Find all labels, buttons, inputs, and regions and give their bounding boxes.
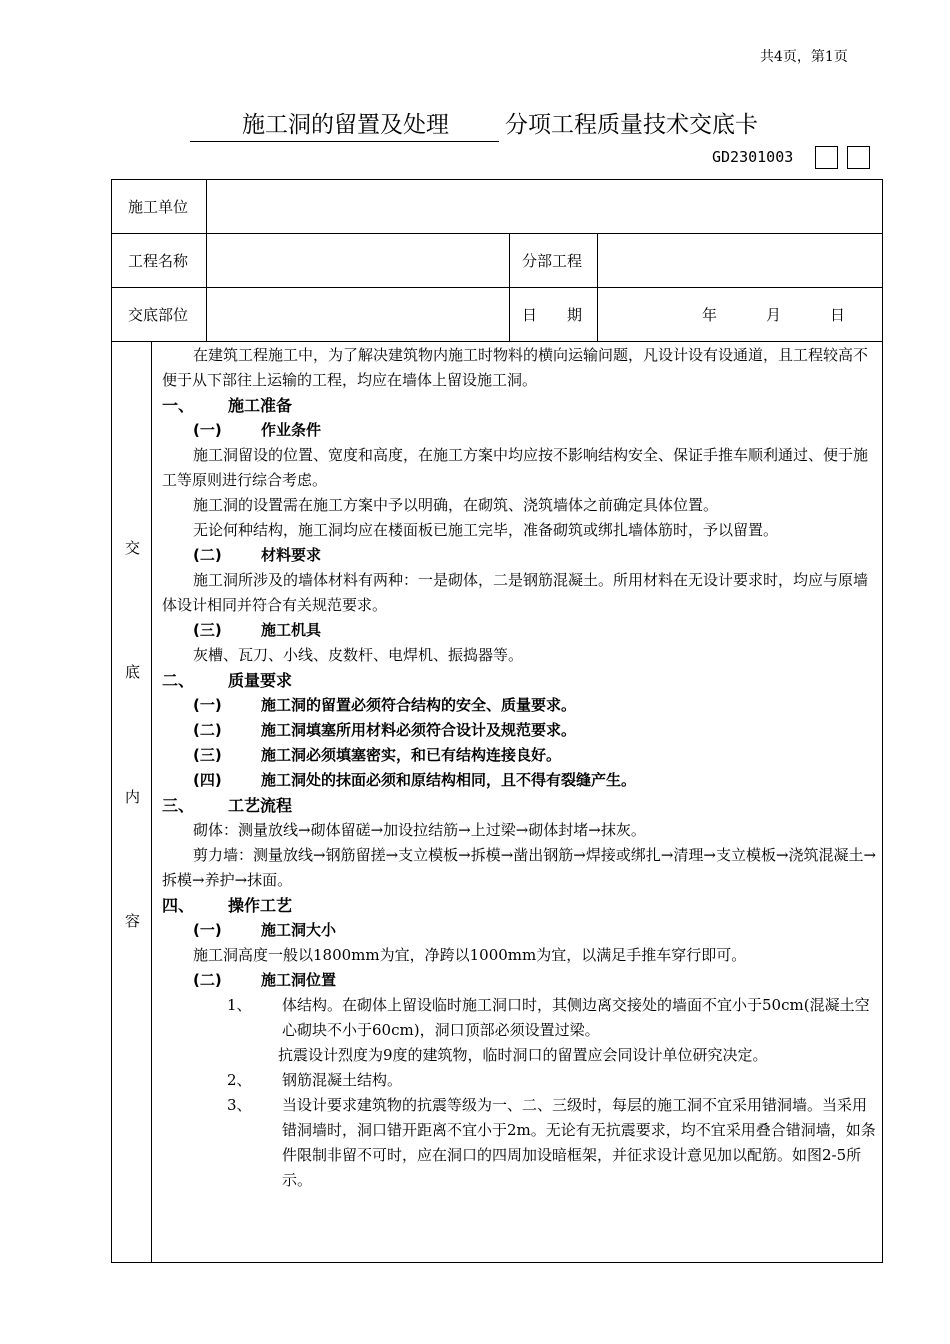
date-day: 日 — [830, 306, 846, 324]
list-item: 体结构。在砌体上留设临时施工洞口时，其侧边离交接处的墙面不宜小于50cm(混凝土空心砌块不小于60cm)，洞口顶部必须设置过梁。 — [282, 996, 870, 1039]
unit-label: 施工单位 — [128, 198, 189, 216]
subsection-heading: (二) 施工洞位置 — [193, 971, 337, 989]
date-month: 月 — [766, 306, 782, 324]
subsection-heading: (一) 施工洞大小 — [193, 921, 337, 939]
section-heading: 二、 质量要求 — [162, 671, 293, 690]
title-subject: 施工洞的留置及处理 — [190, 106, 499, 142]
row-divider — [111, 341, 883, 342]
quality-item: (三) 施工洞必须填塞密实，和已有结构连接良好。 — [193, 746, 562, 764]
process-flow: 剪力墙：测量放线→钢筋留搓→支立模板→拆模→凿出钢筋→焊接或绑扎→清理→支立模板→浇筑混凝土→拆模→养护→抹面。 — [162, 846, 877, 889]
paragraph: 施工洞高度一般以1800mm为宜，净跨以1000mm为宜，以满足手推车穿行即可。 — [193, 946, 747, 964]
row-divider — [111, 287, 883, 288]
document-code: GD2301003 — [712, 148, 794, 166]
date-label: 日 期 — [522, 306, 583, 324]
col-divider — [509, 233, 510, 341]
paragraph: 施工洞的设置需在施工方案中予以明确，在砌筑、浇筑墙体之前确定具体位置。 — [193, 496, 719, 514]
list-item: 钢筋混凝土结构。 — [282, 1071, 403, 1089]
col-divider — [206, 179, 207, 341]
side-label: 内 — [125, 788, 141, 806]
paragraph: 灰槽、瓦刀、小线、皮数杆、电焊机、振捣器等。 — [193, 646, 524, 664]
section-heading: 一、 施工准备 — [162, 396, 293, 415]
checkbox-2[interactable] — [847, 146, 870, 169]
side-label: 底 — [125, 663, 141, 681]
col-divider — [151, 341, 152, 1263]
subsection-heading: (一) 作业条件 — [193, 421, 322, 439]
list-number: 2、 — [227, 1071, 252, 1089]
list-item-note: 抗震设计烈度为9度的建筑物，临时洞口的留置应会同设计单位研究决定。 — [278, 1046, 768, 1064]
quality-item: (四) 施工洞处的抹面必须和原结构相同，且不得有裂缝产生。 — [193, 771, 637, 789]
process-flow: 砌体：测量放线→砌体留磋→加设拉结筋→上过梁→砌体封堵→抹灰。 — [193, 821, 646, 839]
section-heading: 四、 操作工艺 — [162, 896, 293, 915]
list-number: 1、 — [227, 996, 252, 1014]
title-rest: 分项工程质量技术交底卡 — [505, 112, 758, 138]
row-divider — [111, 233, 883, 234]
list-item: 当设计要求建筑物的抗震等级为一、二、三级时，每层的施工洞不宜采用错洞墙。当采用错洞墙时，洞口错开距离不宜小于2m。无论有无抗震要求，均不宜采用叠合错洞墙，如条件限制非留不可时，应在洞口的四周加设暗框架，并征求设计意见加以配筋。如图2-5所示。 — [282, 1096, 876, 1189]
paragraph: 无论何种结构，施工洞均应在楼面板已施工完毕，准备砌筑或绑扎墙体筋时，予以留置。 — [193, 521, 779, 539]
col-divider — [597, 233, 598, 341]
checkbox-1[interactable] — [815, 146, 838, 169]
side-label: 容 — [125, 912, 141, 930]
list-number: 3、 — [227, 1096, 252, 1114]
intro-paragraph: 在建筑工程施工中，为了解决建筑物内施工时物料的横向运输问题，凡设计设有设通道，且工程较高不便于从下部往上运输的工程，均应在墙体上留设施工洞。 — [162, 346, 869, 389]
subsection-heading: (三) 施工机具 — [193, 621, 322, 639]
quality-item: (二) 施工洞填塞所用材料必须符合设计及规范要求。 — [193, 721, 577, 739]
sub-project-label: 分部工程 — [522, 252, 583, 270]
paragraph: 施工洞留设的位置、宽度和高度，在施工方案中均应按不影响结构安全、保证手推车顺利通过、便于施工等原则进行综合考虑。 — [162, 446, 869, 489]
quality-item: (一) 施工洞的留置必须符合结构的安全、质量要求。 — [193, 696, 577, 714]
page-number: 共4页，第1页 — [760, 49, 848, 65]
date-year: 年 — [702, 306, 718, 324]
page-title — [190, 106, 758, 142]
side-label: 交 — [125, 539, 141, 557]
section-heading: 三、 工艺流程 — [162, 796, 293, 815]
project-label: 工程名称 — [128, 252, 189, 270]
subsection-heading: (二) 材料要求 — [193, 546, 322, 564]
location-label: 交底部位 — [128, 306, 189, 324]
paragraph: 施工洞所涉及的墙体材料有两种：一是砌体，二是钢筋混凝土。所用材料在无设计要求时，均应与原墙体设计相同并符合有关规范要求。 — [162, 571, 869, 614]
